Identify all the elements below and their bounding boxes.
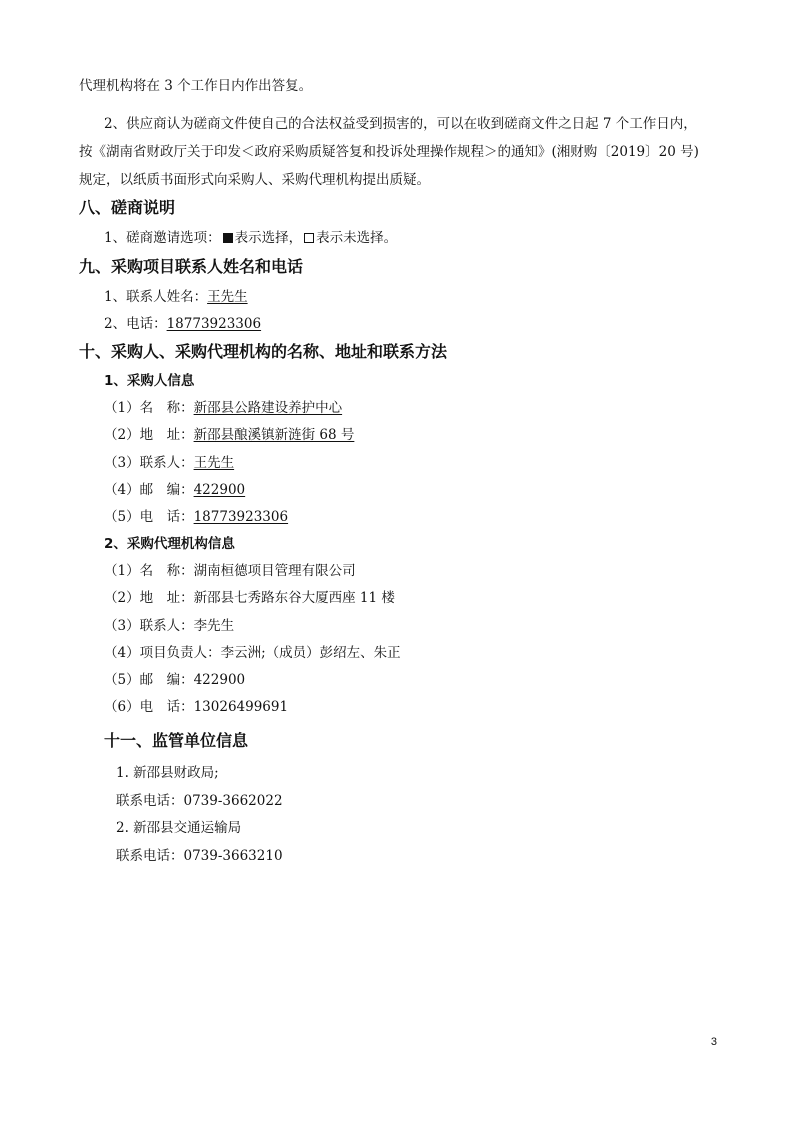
- purchaser-address-label: （2）地 址：: [104, 427, 194, 443]
- contact-name-value: 王先生: [207, 289, 248, 305]
- section-10-heading: 十、采购人、采购代理机构的名称、地址和联系方法: [79, 342, 448, 361]
- contact-phone-value: 18773923306: [166, 316, 262, 332]
- purchaser-address-value: 新邵县酿溪镇新涟街 68 号: [193, 427, 355, 443]
- agency-address-line: （2）地 址：新邵县七秀路东谷大厦西座 11 楼: [104, 590, 395, 606]
- supervisor-1-name: 1. 新邵县财政局;: [116, 765, 219, 781]
- agency-name-line: （1）名 称：湖南桓德项目管理有限公司: [104, 563, 356, 579]
- contact-phone-line: [104, 315, 261, 333]
- agency-info-title: 2、采购代理机构信息: [104, 536, 235, 552]
- page-number: 3: [710, 1036, 717, 1048]
- agency-phone-line: （6）电 话：13026499691: [104, 699, 289, 715]
- agency-leader-line: （4）项目负责人：李云洲;（成员）彭绍左、朱正: [104, 645, 401, 661]
- purchaser-phone-label: （5）电 话：: [104, 509, 194, 525]
- supervisor-2-phone: 联系电话：0739-3663210: [116, 848, 283, 864]
- agency-contact-line: （3）联系人：李先生: [104, 618, 235, 634]
- purchaser-zip-line: [104, 481, 245, 499]
- purchaser-address-line: [104, 426, 354, 444]
- supervisor-2-name: 2. 新邵县交通运输局: [116, 820, 242, 836]
- purchaser-info-title: 1、采购人信息: [104, 373, 195, 389]
- purchaser-zip-label: （4）邮 编：: [104, 482, 194, 498]
- section-11-heading: 十一、监管单位信息: [104, 731, 249, 750]
- contact-phone-label: 2、电话：: [104, 316, 167, 332]
- unselected-legend: 表示未选择。: [316, 230, 398, 246]
- filled-square-icon: [223, 233, 233, 243]
- purchaser-phone-line: [104, 508, 288, 526]
- consult-option-line: [104, 229, 397, 247]
- purchaser-contact-line: [104, 454, 234, 472]
- selected-legend: 表示选择，: [234, 230, 303, 246]
- purchaser-name-value: 新邵县公路建设养护中心: [193, 400, 343, 416]
- objection-paragraph-line-3: 规定，以纸质书面形式向采购人、采购代理机构提出质疑。: [79, 172, 430, 188]
- section-8-heading: 八、磋商说明: [79, 198, 176, 217]
- purchaser-phone-value: 18773923306: [193, 509, 289, 525]
- purchaser-name-line: [104, 399, 342, 417]
- purchaser-zip-value: 422900: [193, 482, 246, 498]
- contact-name-label: 1、联系人姓名：: [104, 289, 208, 305]
- objection-paragraph-line-1: 2、供应商认为磋商文件使自己的合法权益受到损害的，可以在收到磋商文件之日起 7 个工作日内，: [104, 116, 697, 132]
- contact-name-line: [104, 288, 248, 306]
- supervisor-1-phone: 联系电话：0739-3662022: [116, 793, 283, 809]
- purchaser-contact-label: （3）联系人：: [104, 455, 194, 471]
- section-9-heading: 九、采购项目联系人姓名和电话: [79, 257, 304, 276]
- agency-zip-line: （5）邮 编：422900: [104, 672, 246, 688]
- purchaser-name-label: （1）名 称：: [104, 400, 194, 416]
- objection-paragraph-line-2: 按《湖南省财政厅关于印发＜政府采购质疑答复和投诉处理操作规程＞的通知》(湘财购〔2019〕20 号): [79, 144, 699, 160]
- empty-square-icon: [304, 233, 314, 243]
- intro-line-1: 代理机构将在 3 个工作日内作出答复。: [79, 78, 313, 94]
- consult-option-label: 1、磋商邀请选项：: [104, 230, 221, 246]
- purchaser-contact-value: 王先生: [193, 455, 235, 471]
